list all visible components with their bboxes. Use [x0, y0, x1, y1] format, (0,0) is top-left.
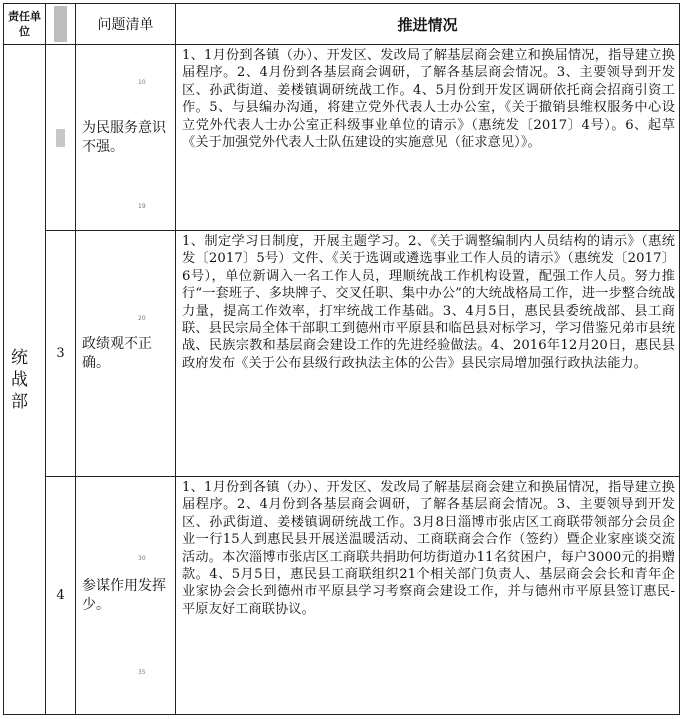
- table-row: [4, 477, 680, 715]
- progress-cell: 1、1月份到各镇（办）、开发区、发改局了解基层商会建立和换届情况，指导建立换届程序。2、4月份到各基层商会调研，了解各基层商会情况。3、主要领导到开发区、孙武街道、姜楼镇调研统战工作。3月8日淄博市张店区工商联带领部分会员企业一行15人到惠民县开展送温暖活动、工商联商会合作（签约）暨企业家座谈交流活动。本次淄博市张店区工商联共捐助何坊街道办11名贫困户，每户3000元的捐赠款。4、5月5日，惠民县工商联组织21个相关部门负责人、基层商会会长和青年企业家协会会长到德州市平原县学习考察商会建设工作，并与德州市平原县签订惠民-平原友好工商联协议。: [176, 477, 680, 715]
- line-number-mark: 30: [138, 555, 146, 562]
- row-marker-bar: [56, 129, 65, 147]
- header-number: [46, 4, 76, 45]
- progress-cell: 1、制定学习日制度，开展主题学习。2、《关于调整编制内人员结构的请示》（惠统发〔2017〕5号）文件、《关于选调或遴选事业工作人员的请示》（惠统发〔2017〕6号），单位新调入一名工作人员，理顺统战工作机构设置，配强工作人员。努力推行“一套班子、多块牌子、交叉任职、集中办公”的大统战格局工作，进一步整合统战力量，提高工作效率，打牢统战工作基础。3、4月5日，惠民县委统战部、县工商联、县民宗局全体干部职工到德州市平原县和临邑县对标学习，学习借鉴兄弟市县统战、民族宗教和基层商会建设工作的先进经验做法。4、2016年12月20日，惠民县政府发布《关于公布县级行政执法主体的公告》县民宗局增加强行政执法能力。: [176, 231, 680, 477]
- line-number-mark: 20: [138, 315, 146, 322]
- row-number: 4: [46, 477, 76, 715]
- task-table: [3, 3, 680, 715]
- header-unit: 责任单位: [4, 4, 46, 45]
- issue-cell: [76, 477, 176, 715]
- table-row: [4, 45, 680, 231]
- header-progress: 推进情况: [176, 4, 680, 45]
- row-number: 3: [46, 231, 76, 477]
- unit-name: 统战部: [11, 347, 28, 412]
- issue-text: 为民服务意识不强。: [82, 119, 166, 155]
- line-number-mark: 35: [138, 669, 146, 676]
- unit-cell: [4, 45, 46, 715]
- table-row: [4, 231, 680, 477]
- column-marker-bar: [54, 6, 67, 42]
- issue-cell: [76, 231, 176, 477]
- row-number: [46, 45, 76, 231]
- document-page: [3, 3, 679, 716]
- issue-text: 政绩观不正确。: [82, 335, 152, 371]
- line-number-mark: 10: [138, 79, 146, 86]
- line-number-mark: 19: [138, 203, 146, 210]
- issue-cell: [76, 45, 176, 231]
- issue-text: 参谋作用发挥少。: [82, 577, 166, 613]
- header-issue: 问题清单: [76, 4, 176, 45]
- progress-cell: 1、1月份到各镇（办）、开发区、发改局了解基层商会建立和换届情况，指导建立换届程序。2、4月份到各基层商会调研，了解各基层商会情况。3、主要领导到开发区、孙武街道、姜楼镇调研统战工作。4、5月份到开发区调研依托商会招商引资工作。5、与县编办沟通，将建立党外代表人士办公室，《关于撤销县维权服务中心设立党外代表人士办公室正科级事业单位的请示》（惠统发〔2017〕4号）。6、起草《关于加强党外代表人士队伍建设的实施意见（征求意见）》。: [176, 45, 680, 231]
- header-row: [4, 4, 680, 45]
